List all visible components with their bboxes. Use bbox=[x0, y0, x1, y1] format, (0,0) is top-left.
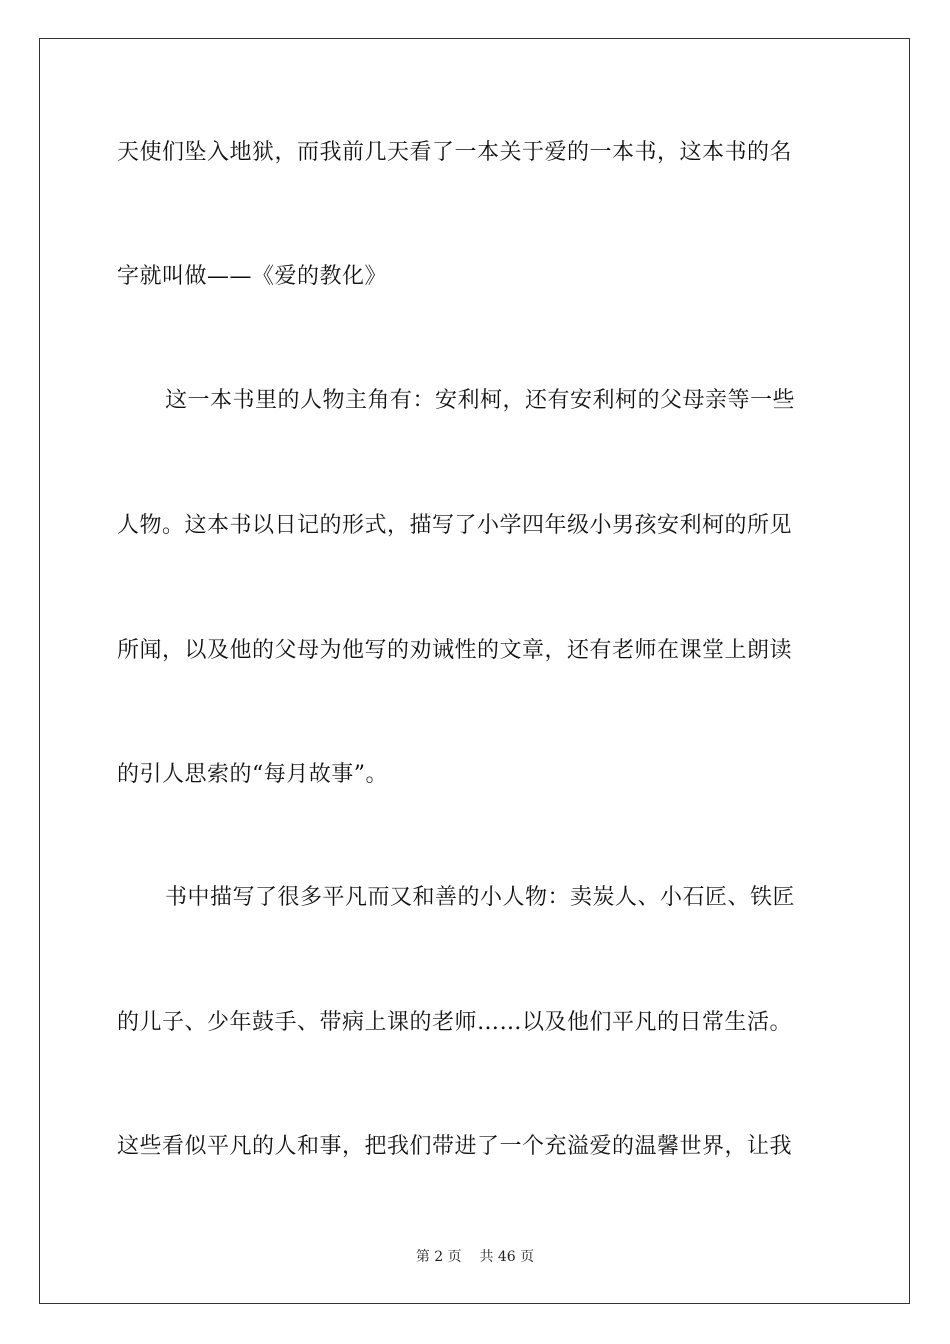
page-frame bbox=[39, 38, 910, 1304]
text-line: 所闻，以及他的父母为他写的劝诫性的文章，还有老师在课堂上朗读 bbox=[117, 638, 793, 663]
paragraph-start-line: 书中描写了很多平凡而又和善的小人物：卖炭人、小石匠、铁匠 bbox=[165, 885, 796, 910]
paragraph-start-line: 这一本书里的人物主角有：安利柯，还有安利柯的父母亲等一些 bbox=[165, 388, 796, 413]
footer-gap bbox=[462, 1249, 480, 1265]
text-line: 天使们坠入地狱，而我前几天看了一本关于爱的一本书，这本书的名 bbox=[117, 140, 793, 165]
text-line: 人物。这本书以日记的形式，描写了小学四年级小男孩安利柯的所见 bbox=[117, 513, 793, 538]
text-line: 的儿子、少年鼓手、带病上课的老师……以及他们平凡的日常生活。 bbox=[117, 1010, 793, 1035]
page-footer bbox=[0, 1247, 950, 1267]
text-line: 字就叫做——《爱的教化》 bbox=[117, 264, 388, 289]
text-line: 的引人思索的“每月故事”。 bbox=[117, 762, 388, 787]
page-number: 第 2 页 bbox=[415, 1249, 462, 1265]
page-total: 共 46 页 bbox=[479, 1249, 535, 1265]
text-line: 这些看似平凡的人和事，把我们带进了一个充溢爱的温馨世界，让我 bbox=[117, 1134, 793, 1159]
